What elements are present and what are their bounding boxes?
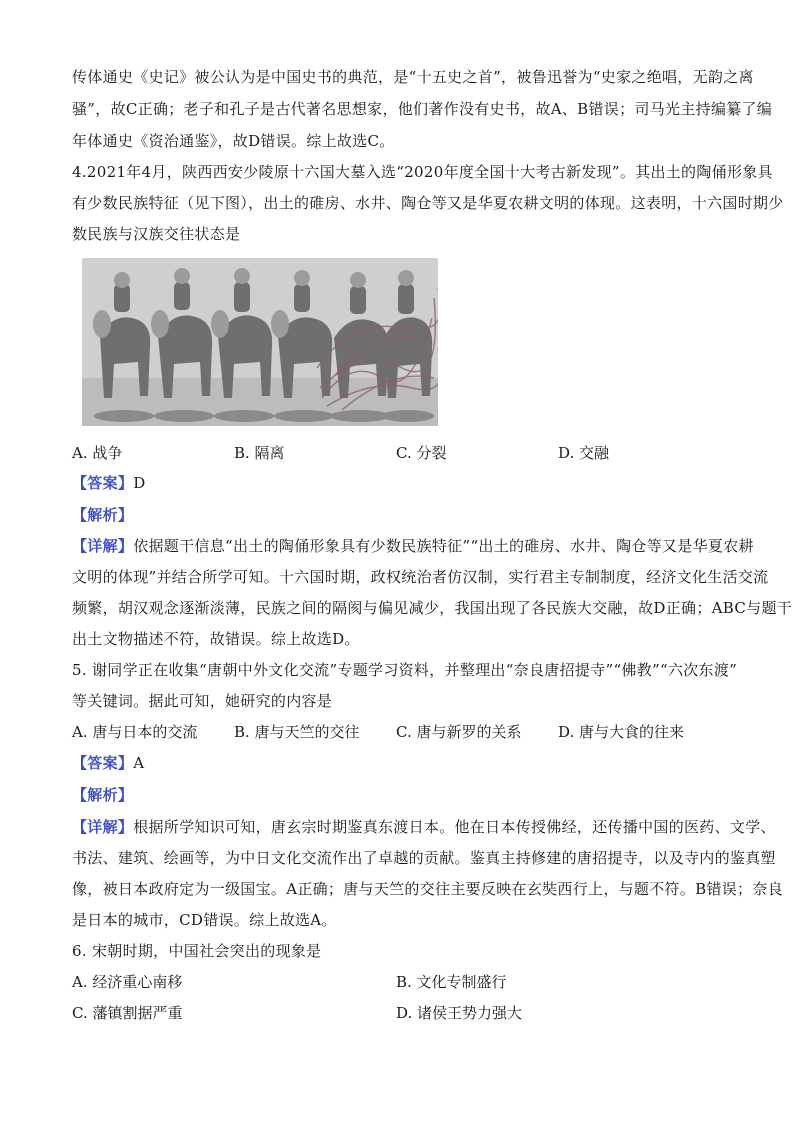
detail-line: 出土文物描述不符，故错误。综上故选D。 bbox=[72, 630, 360, 648]
option-b: B. 隔离 bbox=[234, 444, 285, 462]
question-5-stem: 等关键词。据此可知，她研究的内容是 bbox=[72, 692, 333, 710]
text-line: 传体通史《史记》被公认为是中国史书的典范，是“十五史之首”，被鲁迅誉为“史家之绝唱，无韵之离 bbox=[72, 68, 754, 86]
question-4-stem: 有少数民族特征（见下图），出土的碓房、水井、陶仓等又是华夏农耕文明的体现。这表明，十六国时期少 bbox=[72, 194, 784, 212]
analysis-label: 【解析】 bbox=[72, 506, 134, 524]
question-4-stem: 数民族与汉族交往状态是 bbox=[72, 225, 241, 243]
answer-line bbox=[72, 753, 144, 773]
detail-label: 【详解】 bbox=[72, 818, 134, 836]
option-b: B. 文化专制盛行 bbox=[396, 973, 507, 991]
question-6-stem: 6. 宋朝时期，中国社会突出的现象是 bbox=[72, 942, 322, 960]
answer-value: D bbox=[133, 474, 146, 492]
detail-line: 文明的体现”并结合所学可知。十六国时期，政权统治者仿汉制，实行君主专制制度，经济文化生活交流 bbox=[72, 568, 769, 586]
option-c: C. 唐与新罗的关系 bbox=[396, 723, 522, 741]
terracotta-cavalry-photo bbox=[82, 258, 438, 426]
option-d: D. 唐与大食的往来 bbox=[558, 723, 685, 741]
text-line: 年体通史《资治通鉴》，故D错误。综上故选C。 bbox=[72, 132, 395, 150]
detail-line: 是日本的城市，CD错误。综上故选A。 bbox=[72, 911, 337, 929]
option-d: D. 诸侯王势力强大 bbox=[396, 1004, 523, 1022]
option-c: C. 藩镇割据严重 bbox=[72, 1004, 183, 1022]
option-a: A. 经济重心南移 bbox=[72, 973, 183, 991]
detail-label: 【详解】 bbox=[72, 537, 134, 555]
detail-line: 书法、建筑、绘画等，为中日文化交流作出了卓越的贡献。鉴真主持修建的唐招提寺，以及寺内的鉴真塑 bbox=[72, 849, 776, 867]
question-4-stem: 4.2021年4月，陕西西安少陵原十六国大墓入选“2020年度全国十大考古新发现”。其出土的陶俑形象具 bbox=[72, 163, 773, 181]
option-a: A. 唐与日本的交流 bbox=[72, 723, 198, 741]
detail-line: 【详解】根据所学知识可知，唐玄宗时期鉴真东渡日本。他在日本传授佛经，还传播中国的医药、文学、 bbox=[72, 818, 776, 836]
answer-label: 【答案】 bbox=[72, 754, 134, 772]
text-line: 骚”，故C正确；老子和孔子是古代著名思想家，他们著作没有史书，故A、B错误；司马光主持编纂了编 bbox=[72, 100, 773, 118]
option-a: A. 战争 bbox=[72, 444, 123, 462]
detail-line: 频繁，胡汉观念逐渐淡薄，民族之间的隔阂与偏见减少，我国出现了各民族大交融，故D正确；ABC与题干 bbox=[72, 599, 793, 617]
answer-label: 【答案】 bbox=[72, 474, 134, 492]
question-5-stem: 5. 谢同学正在收集“唐朝中外文化交流”专题学习资料，并整理出“奈良唐招提寺”“佛教”“六次东渡” bbox=[72, 661, 738, 679]
detail-line: 【详解】依据题干信息“出土的陶俑形象具有少数民族特征”“出土的碓房、水井、陶仓等又是华夏农耕 bbox=[72, 537, 754, 555]
option-b: B. 唐与天竺的交往 bbox=[234, 723, 360, 741]
answer-value: A bbox=[133, 754, 145, 772]
analysis-label: 【解析】 bbox=[72, 786, 134, 804]
detail-line: 像，被日本政府定为一级国宝。A正确；唐与天竺的交往主要反映在玄奘西行上，与题不符。B错误；奈良 bbox=[72, 880, 783, 898]
option-d: D. 交融 bbox=[558, 444, 610, 462]
option-c: C. 分裂 bbox=[396, 444, 447, 462]
answer-line bbox=[72, 473, 146, 493]
